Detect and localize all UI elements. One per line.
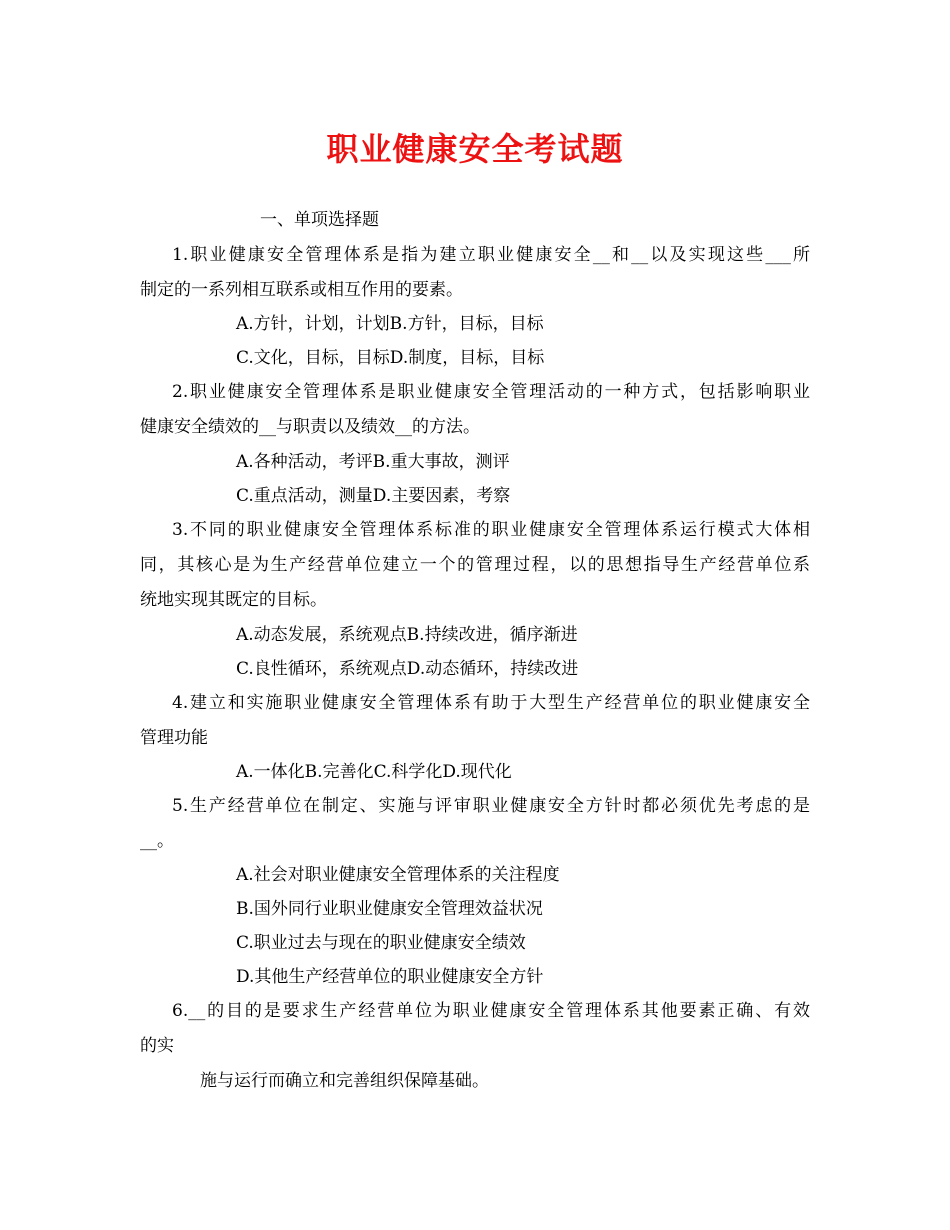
section-heading: 一、单项选择题 <box>260 210 379 230</box>
question-1-option-line-2: C.文化，目标，目标D.制度，目标，目标 <box>236 348 545 368</box>
question-6-line-2: 的实 <box>140 1036 174 1056</box>
question-3-option-line-1: A.动态发展，系统观点B.持续改进，循序渐进 <box>236 625 578 645</box>
question-2-option-line-1: A.各种活动，考评B.重大事故，测评 <box>236 452 510 472</box>
question-5-line-1: 5.生产经营单位在制定、实施与评审职业健康安全方针时都必须优先考虑的是 <box>172 796 810 816</box>
question-1-line-2: 制定的一系列相互联系或相互作用的要素。 <box>140 280 463 300</box>
question-2-line-2: 健康安全绩效的__与职责以及绩效__的方法。 <box>140 417 480 437</box>
question-6-line-3: 施与运行而确立和完善组织保障基础。 <box>200 1071 489 1091</box>
question-5-option-c: C.职业过去与现在的职业健康安全绩效 <box>236 933 526 953</box>
question-3-line-3: 统地实现其既定的目标。 <box>140 590 327 610</box>
question-1-line-1: 1.职业健康安全管理体系是指为建立职业健康安全__和__以及实现这些___所 <box>172 245 810 265</box>
question-5-option-b: B.国外同行业职业健康安全管理效益状况 <box>236 899 543 919</box>
question-5-line-2: __。 <box>140 831 174 851</box>
document-title: 职业健康安全考试题 <box>326 130 624 168</box>
question-4-option-line-1: A.一体化B.完善化C.科学化D.现代化 <box>236 762 512 782</box>
question-4-line-2: 管理功能 <box>140 728 208 748</box>
question-3-option-line-2: C.良性循环，系统观点D.动态循环，持续改进 <box>236 659 579 679</box>
question-4-line-1: 4.建立和实施职业健康安全管理体系有助于大型生产经营单位的职业健康安全 <box>172 693 810 713</box>
question-6-line-1: 6.__的目的是要求生产经营单位为职业健康安全管理体系其他要素正确、有效 <box>172 1001 810 1021</box>
question-3-line-2: 同，其核心是为生产经营单位建立一个的管理过程，以的思想指导生产经营单位系 <box>140 555 810 575</box>
question-1-option-line-1: A.方针，计划，计划B.方针，目标，目标 <box>236 314 544 334</box>
question-5-option-a: A.社会对职业健康安全管理体系的关注程度 <box>236 865 560 885</box>
question-3-line-1: 3.不同的职业健康安全管理体系标准的职业健康安全管理体系运行模式大体相 <box>172 520 810 540</box>
question-2-line-1: 2.职业健康安全管理体系是职业健康安全管理活动的一种方式，包括影响职业 <box>172 382 810 402</box>
question-2-option-line-2: C.重点活动，测量D.主要因素，考察 <box>236 486 511 506</box>
question-5-option-d: D.其他生产经营单位的职业健康安全方针 <box>236 967 544 987</box>
